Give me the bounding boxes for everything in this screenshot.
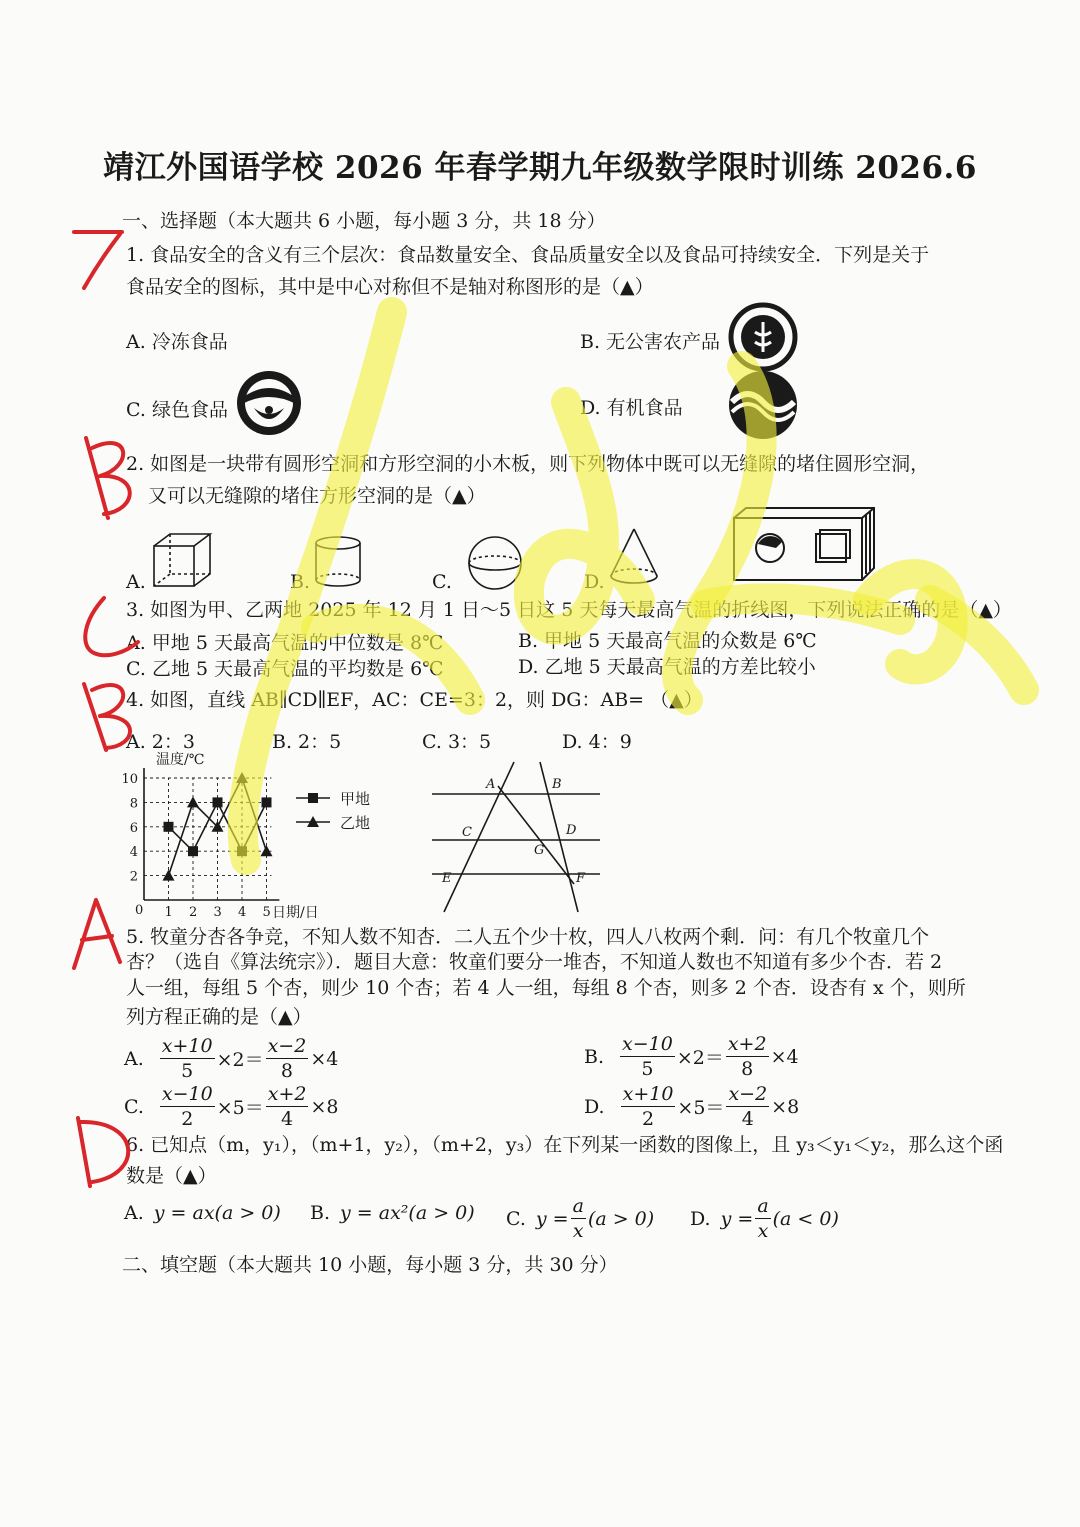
- answer-2-mark: [86, 438, 130, 518]
- q4-option-b: B. 2：5: [272, 731, 342, 753]
- cone-icon: [608, 526, 660, 588]
- legend-yi: 乙地: [340, 814, 371, 832]
- q1-option-b: B. 无公害农产品: [580, 331, 721, 353]
- organic-food-logo-icon: [726, 368, 800, 442]
- origin-label: 0: [135, 903, 144, 918]
- q6-option-d: D. y = $\frac{a}{x}$ (a < 0): [690, 1195, 839, 1242]
- q2-option-d: D.: [584, 571, 605, 593]
- q2-option-b: B.: [290, 571, 311, 593]
- legend-marker-square: [308, 793, 318, 803]
- q2-line2: 又可以无缝隙的堵住方形空洞的是（▲）: [148, 485, 486, 507]
- answer-6-mark: [78, 1118, 128, 1186]
- parallel-lines-figure: [428, 756, 608, 916]
- q1-line2: 食品安全的图标，其中是中心对称但不是轴对称图形的是（▲）: [126, 276, 654, 298]
- q4-option-c: C. 3：5: [422, 731, 492, 753]
- x-tick-label: 2: [189, 905, 198, 920]
- y-tick-label: 4: [129, 845, 138, 861]
- square-point-day-3: [213, 797, 223, 807]
- q3-option-b: B. 甲地 5 天最高气温的众数是 6℃: [518, 630, 817, 652]
- y-tick-label: 10: [121, 772, 138, 787]
- q6-line1: 6. 已知点（m，y₁），（m+1，y₂），（m+2，y₃）在下列某一函数的图像上，且 y₃＜y₁＜y₂，那么这个函: [126, 1134, 1004, 1156]
- q6-option-a: A. y = ax(a > 0): [124, 1202, 281, 1224]
- square-point-day-2: [188, 846, 198, 856]
- y-tick-label: 8: [129, 796, 138, 812]
- triangle-point-day-4: [236, 772, 248, 783]
- q1-option-c: C. 绿色食品: [126, 399, 228, 421]
- q3-option-d: D. 乙地 5 天最高气温的方差比较小: [518, 656, 816, 678]
- q3-option-c: C. 乙地 5 天最高气温的平均数是 6℃: [126, 658, 444, 680]
- q3-option-a: A. 甲地 5 天最高气温的中位数是 8℃: [126, 632, 444, 654]
- y-axis-label: 温度/℃: [156, 752, 205, 768]
- point-label-e: E: [442, 871, 452, 886]
- y-tick-label: 2: [129, 869, 138, 885]
- q5-line2: 杏？（选自《算法统宗》）．题目大意：牧童们要分一堆杏，不知道人数也不知道有多少个杏．若 2: [126, 951, 943, 973]
- q5-option-a: A. $\frac{x+10}{5}$ ×2＝ $\frac{x-2}{8}$ ×4: [124, 1035, 339, 1082]
- q2-line1: 2. 如图是一块带有圆形空洞和方形空洞的小木板，则下列物体中既可以无缝隙的堵住圆形空洞，: [126, 453, 930, 475]
- q6-option-c: C. y = $\frac{a}{x}$ (a > 0): [506, 1195, 655, 1242]
- x-tick-label: 5: [262, 905, 271, 920]
- sphere-icon: [466, 534, 524, 592]
- q2-option-c: C.: [432, 571, 452, 593]
- q5-option-b: B. $\frac{x-10}{5}$ ×2＝ $\frac{x+2}{8}$ ×4: [584, 1033, 799, 1080]
- temperature-line-chart: [120, 746, 390, 922]
- x-tick-label: 3: [213, 905, 222, 920]
- q4-line1: 4. 如图，直线 AB∥CD∥EF，AC：CE=3：2，则 DG：AB= （▲）: [126, 689, 703, 711]
- triangle-point-day-1: [163, 870, 175, 881]
- x-tick-label: 1: [164, 905, 173, 920]
- q1-option-d: D. 有机食品: [580, 397, 683, 419]
- green-food-logo-icon: [234, 368, 304, 438]
- x-tick-label: 4: [238, 905, 247, 920]
- answer-1-mark: [74, 232, 122, 288]
- pollution-free-logo-icon: [728, 302, 798, 372]
- q5-line3: 人一组，每组 5 个杏，则少 10 个杏；若 4 人一组，每组 8 个杏，则多 2 个杏．设杏有 x 个，则所: [126, 977, 966, 999]
- point-label-c: C: [462, 825, 472, 840]
- square-point-day-1: [164, 822, 174, 832]
- q4-option-d: D. 4：9: [562, 731, 632, 753]
- page-title: 靖江外国语学校 2026 年春学期九年级数学限时训练 2026.6: [103, 150, 977, 186]
- q3-line1: 3. 如图为甲、乙两地 2025 年 12 月 1 日～5 日这 5 天每天最高气温的折线图，下列说法正确的是（▲）: [126, 599, 1012, 621]
- point-label-g: G: [534, 843, 545, 858]
- q5-line4: 列方程正确的是（▲）: [126, 1006, 312, 1028]
- point-label-a: A: [486, 777, 496, 792]
- y-tick-label: 6: [129, 820, 138, 836]
- q5-line1: 5. 牧童分杏各争竞，不知人数不知杏．二人五个少十枚，四人八枚两个剩．问：有几个牧童几个: [126, 926, 930, 948]
- section-1-heading: 一、选择题（本大题共 6 小题，每小题 3 分，共 18 分）: [122, 210, 606, 232]
- point-label-b: B: [552, 777, 562, 792]
- square-point-day-5: [262, 797, 272, 807]
- triangle-point-day-2: [187, 796, 199, 807]
- square-point-day-4: [237, 846, 247, 856]
- cube-icon: [150, 530, 214, 590]
- q5-option-c: C. $\frac{x-10}{2}$ ×5＝ $\frac{x+2}{4}$ ×8: [124, 1083, 339, 1130]
- section-2-heading: 二、填空题（本大题共 10 小题，每小题 3 分，共 30 分）: [122, 1254, 618, 1276]
- q5-option-d: D. $\frac{x+10}{2}$ ×5＝ $\frac{x-2}{4}$ ×8: [584, 1083, 800, 1130]
- q1-line1: 1. 食品安全的含义有三个层次：食品数量安全、食品质量安全以及食品可持续安全．下列是关于: [126, 244, 930, 266]
- q2-option-a: A.: [126, 571, 146, 593]
- legend-jia: 甲地: [340, 790, 371, 808]
- triangle-point-day-5: [261, 845, 273, 856]
- q6-option-b: B. y = ax²(a > 0): [310, 1202, 475, 1224]
- q4-option-a: A. 2：3: [126, 731, 195, 753]
- point-label-f: F: [576, 871, 586, 886]
- answer-5-mark: [74, 900, 120, 968]
- q1-option-a: A. 冷冻食品: [126, 331, 228, 353]
- point-label-d: D: [566, 823, 577, 838]
- answer-4-mark: [84, 684, 130, 750]
- wooden-board-figure: [730, 504, 880, 584]
- cylinder-icon: [312, 534, 364, 590]
- q6-line2: 数是（▲）: [126, 1165, 217, 1187]
- x-axis-label: 日期/日: [272, 905, 319, 921]
- chart-legend: [296, 790, 370, 832]
